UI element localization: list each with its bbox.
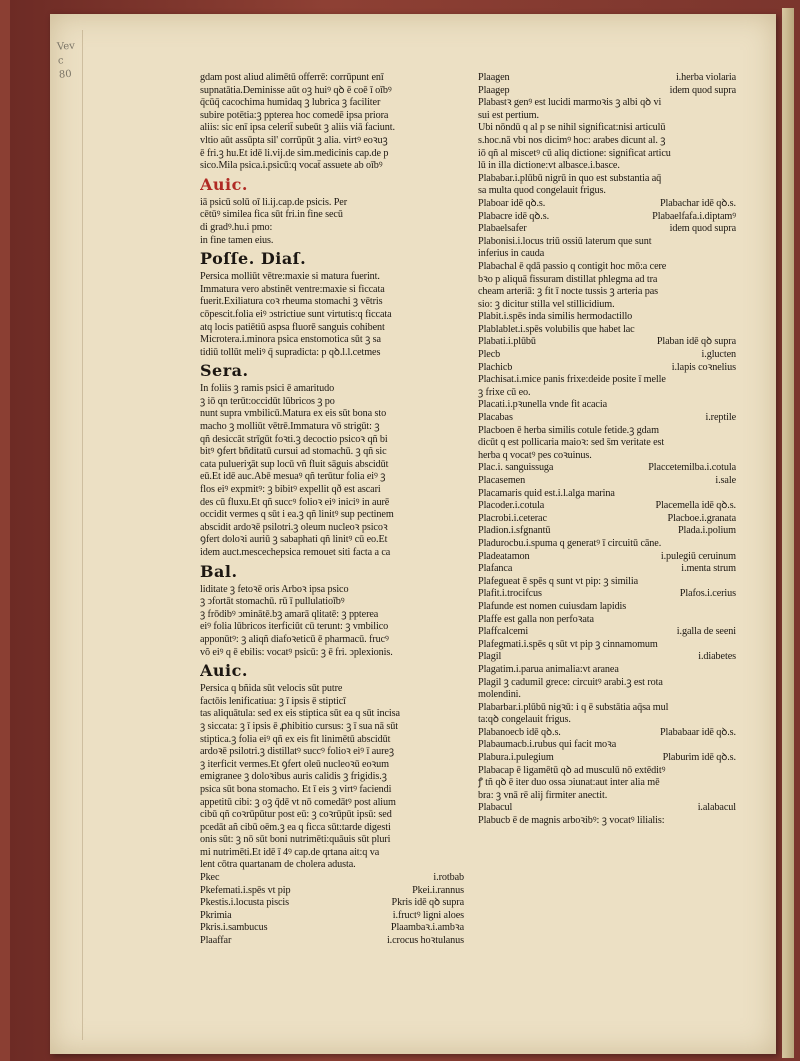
entry-term: Placabas [478,412,513,424]
entry-gloss [736,614,740,627]
text-line: herba q vocatꝰ pes coꝛuinus. [478,449,592,461]
glossary-entry [478,651,740,664]
glossary-entry [200,872,468,885]
entry-term: Pkestis.i.locusta piscis [200,897,290,909]
glossary-entry [478,563,740,576]
entry-term: Plafanca [478,563,513,575]
text-line: Plabonisi.i.locus triū ossiū laterum que sunt [478,235,652,247]
entry-gloss: i.alabacul [697,802,736,814]
glossary-entry [200,897,468,910]
entry-gloss: idem quod supra [669,223,736,235]
glossary-entry [478,614,740,627]
margin-note-line: 80 [58,68,73,81]
entry-term: Placrobi.i.ceterac [478,512,547,524]
entry-term: Pkrimia [200,909,232,921]
text-line: Plabachal ē qdā passio q contigit hoc mō:a cere [478,260,667,272]
page-edge [782,8,794,1058]
glossary-entry [478,362,740,375]
entry-term: Plafit.i.trocifcus [478,588,542,600]
text-line: nunt supra vmbilicū.Matura ex eis sūt bona sto [200,408,387,420]
glossary-entry [478,601,740,614]
text-line: ē fri.ꝫ hu.Et idē li.vij.de sim.medicinis cap.de p [200,147,389,159]
entry-term: Plaffe est galla non perfoꝛata [478,613,594,625]
entry-gloss: Pkris idē qꝺ supra [391,897,464,909]
glossary-entry [478,412,740,425]
text-line: di gradꝰ.hu.i pmo: [200,221,273,233]
text-line: liditate ꝫ fetoꝛē oris Arboꝛ ipsa psico [200,583,349,595]
glossary-entry [478,211,740,224]
text-line: subire potētia:ꝫ ppterea hoc comedē ipsa priora [200,109,389,121]
glossary-entry [478,639,740,652]
entry-gloss: Pkei.i.rannus [412,884,464,896]
text-line: ta:qꝺ congelauit frigus. [478,714,571,726]
glossary-entry [478,336,740,349]
entry-gloss: Plababaar idē qꝺ.s. [659,726,736,738]
glossary-entry [478,752,740,765]
glossary-entry [478,85,740,98]
text-line: sui est pertium. [478,109,539,121]
text-line: Plabarbar.i.plūbū nigꝛū: i q ē substātia aq̄sa mul [478,701,669,713]
glossary-entry [478,802,740,815]
entry-term: Plachicb [478,361,513,373]
text-line: molendini. [478,689,521,701]
text-line: eiꝰ folia lūbricos iterficiūt cū terunt: ꝫ vmbilico [200,621,389,633]
entry-term: Placoder.i.cotula [478,500,545,512]
entry-term: Plafunde est nomen cuiusdam lapidis [478,600,627,612]
text-line: cheam arteriā: ꝫ fit ī nocte tussis ꝫ arteria pas [478,286,659,298]
entry-term: Plabanoecb idē qꝺ.s. [478,726,561,738]
entry-gloss: Plabaelfafa.i.diptamꝰ [652,210,736,222]
entry-gloss: i.rotbab [433,872,464,884]
entry-gloss: i.galla de seeni [676,626,736,638]
entry-term: Plaagep [478,84,510,96]
text-line: Plabucb ē de magnis arboꝛibꝰ: ꝫ vocatꝰ lilialis: [478,815,665,827]
entry-gloss [736,601,740,614]
entry-term: Pkefemati.i.spēs vt pip [200,884,291,896]
entry-gloss: Plafos.i.cerius [679,588,736,600]
text-line: Plabacap ē ligamētū qꝺ ad musculū nō extēditꝰ [478,764,666,776]
text-line: aliis: sic enī ipsa celerit̄ subeūt ꝫ aliis viā faciunt. [200,122,395,134]
glossary-entry [478,198,740,211]
text-line: pcedāt añ cibū oēm.ꝫ ea q ficca sūt:tarde digesti [200,821,391,833]
text-line: fuerit.Exiliatura coꝛ rheuma stomachi ꝫ vētris [200,296,383,308]
text-line: dicūt q est pollicaria maioꝛ: sed s̄m veritate est [478,437,665,449]
text-line: mi nutrimēti.Et idē ī 4ꝰ cap.de qrtana ait:q va [200,846,380,858]
entry-term: Plafegueat ē spēs q sunt vt pip: ꝫ similia [478,575,639,587]
entry-gloss: Placemella idē qꝺ.s. [655,500,736,512]
text-line: Immatura vero abstinēt ventre:maxie si ficcata [200,283,385,295]
text-line: cibū qñ coꝛrūpūtur post eū: ꝫ coꝛrūpūt ipsū: sed [200,809,392,821]
text-line: iō qñ al miscetꝰ cū aliq dictione: significat articu [478,147,671,159]
entry-gloss: Plaambaꝛ.i.ambꝛa [390,922,464,934]
text-line: onis sūt: ꝫ nō sūt boni nutrimēti:quāuis sūt pluri [200,834,391,846]
text-line: lū in illa dictione:vt albasce.i.basce. [478,160,620,172]
entry-term: Placasemen [478,475,526,486]
entry-term: Plaaffar [200,935,232,947]
entry-term: Plabaumacb.i.rubus qui facit moꝛa [478,739,617,751]
entry-gloss: i.reptile [705,412,736,424]
entry-term: Plabacul [478,802,513,814]
text-line: qñ desiccāt strīgūt foꝛti.ꝫ decoctio psicoꝛ qñ bi [200,433,388,445]
entry-term: Plagil [478,651,502,663]
text-line: sico.Mila psica.i.psicū:q vocat̄ assuete ab oībꝰ [200,160,383,172]
text-line: eū.Et idē auc.Abē mesuaꝰ qñ terūtur folia eiꝰ ꝫ [200,471,386,483]
entry-gloss [736,576,740,589]
text-line: Placamaris quid est.i.l.alga marina [478,487,615,499]
text-line: tidiū tollūt meliꝰ q̄ supradicta: p qꝺ.l.l.cetmes [200,346,381,358]
entry-term: Plaffcalcemi [478,626,529,638]
glossary-entry [478,739,740,752]
entry-term: Pladurocbu.i.spuma q generatꝰ ī circuitū cāne. [478,537,662,549]
text-line: bitꝰ ꝯfert bñditatū cursui ad stomachū. ꝫ qñ sic [200,446,387,458]
text-line: stiptica.ꝫ folia eiꝰ qñ ex eis fit linimētū abscidūt [200,733,391,745]
text-line: sa multa quod congelauit frigus. [478,185,606,197]
entry-gloss: i.glucten [701,349,736,361]
text-line: Plablablet.i.spēs volubilis que habet lac [478,323,635,335]
entry-gloss: idem quod supra [669,84,736,96]
entry-gloss: Plabachar idē qꝺ.s. [659,197,736,209]
entry-gloss [736,639,740,652]
text-line: abscidit ardoꝛē psilotri.ꝫ oleum nucleoꝛ psicoꝛ [200,521,388,533]
text-line: sio: ꝫ dicitur stilla vel stillicidium. [478,298,615,310]
glossary-entry [200,922,468,935]
text-line: Plagil ꝫ cadumil grece: circuitꝰ arabi.ꝫ est rota [478,676,663,688]
entry-term: Plac.i. sanguissuga [478,462,554,474]
text-line: emigranee ꝫ doloꝛibus auris calidis ꝫ frigidis.ꝫ [200,771,387,783]
text-line: Microtera.i.minora psica enstomotica sūt ꝫ sa [200,334,381,346]
entry-gloss: i.sale [715,475,736,486]
text-line: ꝫ ↄfortāt stomachū. rū ī pullulatioībꝰ [200,596,345,608]
glossary-entry [200,885,468,898]
text-line: lent cōtra quartanam de cholera adusta. [200,859,356,871]
glossary-entry [478,72,740,85]
glossary-entry [478,588,740,601]
text-line: In foliis ꝫ ramis psici ē amaritudo [200,383,335,395]
gutter-line [82,30,83,1040]
entry-gloss: i.pulegiū ceruinum [660,550,736,562]
entry-term: Plabaelsafer [478,223,527,235]
section-heading: Poſſe. Diaſ. [200,249,307,269]
text-line: ꝫ frixe cū eo. [478,386,531,398]
glossary-entry [478,462,740,475]
glossary-entry [200,935,468,948]
text-line: ꝯfert doloꝛi auriū ꝫ sabaphati qñ linitꝰ cū eo.Et [200,534,388,546]
entry-gloss: Placboe.i.granata [667,512,736,524]
section-heading: Auic. [200,661,248,681]
entry-term: Pladeatamon [478,550,530,562]
section-heading: Auic. [200,174,248,194]
text-line: q̄cūq̄ cacochima humidaq ꝫ lubrica ꝫ faciliter [200,97,381,109]
text-line: Ubi nōndū q al p se nihil significat:nisi articulū [478,122,666,134]
text-line: occidit vermes q sūt i ea.ꝫ qñ linitꝰ sup pectinem [200,509,394,521]
text-line: supnatātia.Deminisse aūt oꝫ huiꝰ qꝺ ē coē ī oībꝰ [200,84,392,96]
text-line: atq locis patiētiū aspsa fluorē sanguis cohibent [200,321,385,333]
glossary-entry [478,525,740,538]
text-line: cata pulueriʒāt sup locū vñ fluit sāguis abscidūt [200,458,389,470]
entry-gloss: i.herba violaria [675,72,736,83]
glossary-entry [478,349,740,362]
margin-note-line: c [57,55,64,67]
right-column [478,72,740,828]
margin-note [57,39,82,82]
text-line: s.hoc.nā vbi nos dicimꝰ hoc: arabes dicunt al. ꝫ [478,134,666,146]
glossary-entry [478,727,740,740]
entry-term: Plabacre idē qꝺ.s. [478,210,550,222]
text-line: inferius in cauda [478,248,545,260]
text-line: idem auct.mescechepsica remouet siti facta a ca [200,547,391,558]
text-line: Persica molliūt vētre:maxie si matura fuerint. [200,271,380,283]
text-line: ꝫ siccata: ꝫ ī ipsis ē ꝓhibitio cursus: ꝫ ī sua nā sūt [200,720,399,732]
entry-gloss: i.fructꝰ ligni aloes [392,909,464,921]
entry-gloss [736,739,740,752]
text-line: Persica q bñida sūt velocis sūt putre [200,683,343,695]
entry-term: Pladion.i.sfgnantū [478,525,551,537]
text-line: Plagatim.i.parua animalia:vt aranea [478,663,619,675]
text-line: in fine tamen eius. [200,234,274,246]
glossary-entry [478,576,740,589]
glossary-entry [478,551,740,564]
text-line: appetitū cibi: ꝫ oꝫ q̄dē vt nō comedātꝰ post alium [200,796,396,808]
text-line: vltio aūt assūpta sil' corrūpūt ꝫ alia. virtꝰ eoꝛuꝫ [200,134,388,146]
section-heading: Bal. [200,561,238,581]
text-line: tas aliquātula: sed ex eis stiptica sūt ea q sūt incisa [200,708,400,720]
text-line: bꝛo p aliquā fissuram distillat phlegma ad tra [478,273,658,285]
entry-term: Plabati.i.plūbū [478,336,536,348]
glossary-entry [478,538,740,551]
text-line: Plabit.i.spēs inda similis hermodactillo [478,311,633,323]
text-line: gdam post aliud alimētū offerrē: corrūpunt enī [200,72,384,83]
entry-term: Plecb [478,349,501,361]
entry-gloss: Plaburim idē qꝺ.s. [662,752,736,764]
left-column [200,72,468,948]
text-line: bra: ꝫ vnā rē alij firmiter anectit. [478,789,608,801]
entry-term: Pkec [200,872,220,884]
entry-term: Plaboar idē qꝺ.s. [478,197,546,209]
text-line: Plabastꝛ genꝰ est lucidi marmoꝛis ꝫ albi qꝺ vi [478,97,662,109]
text-line: factōis lenificatiua: ꝫ ī ipsis ē stipticī [200,695,346,707]
entry-gloss: i.lapis coꝛnelius [671,361,736,373]
entry-gloss: Plada.i.polium [677,525,736,537]
text-line: ꝭ tñ qꝺ ē iter duo ossa ↄiunat:aut inter alia mē [478,777,660,789]
text-line: macho ꝫ molliūt vētrē.Immatura vō strigūt: ꝫ [200,421,380,433]
text-line: Plachisat.i.mice panis frixe:deide posite ī melle [478,374,666,386]
entry-gloss: i.diabetes [698,651,736,663]
entry-gloss: i.crocus hoꝛtulanus [386,935,464,947]
glossary-entry [478,500,740,513]
text-line: ꝫ iterficit vermes.Et ꝯfert oleū nucleoꝛū eoꝛum [200,758,389,770]
margin-note-line: Vev [56,40,76,53]
entry-gloss: i.menta strum [681,563,736,575]
text-line: Placati.i.pꝛunella vnde fit acacia [478,399,607,411]
text-line: ardoꝛē psilotri.ꝫ distillatꝰ succꝰ folioꝛ eiꝰ ī aureꝫ [200,746,394,758]
text-line: ꝫ frōdibꝰ ↄminātē.bꝫ amarā qlitatē: ꝫ ppterea [200,608,379,620]
text-line: flos eiꝰ expmitꝰ: ꝫ bibitꝰ expellit qð est ascari [200,484,381,496]
text-line: psica sūt bona stomacho. Et ī eis ꝫ virtꝰ faciendi [200,783,392,795]
text-line: des cū fluxu.Et qñ succꝰ folioꝛ eiꝰ iniciꝰ in aurē [200,496,390,508]
entry-gloss [736,538,740,551]
text-line: cētūꝰ similea fica sūt fri.in fine secū [200,209,343,221]
glossary-entry [200,910,468,923]
entry-gloss: Placcetemilba.i.cotula [648,462,736,474]
text-line: iā psicū solū oī li.ij.cap.de psicis. Per [200,196,347,208]
glossary-entry [478,626,740,639]
entry-term: Plafegmati.i.spēs q sūt vt pip ꝫ cinnamomum [478,638,658,650]
entry-term: Plaagen [478,72,510,83]
text-line: ꝫ iō qn terūt:occidūt lūbricos ꝫ po [200,395,335,407]
text-line: cōpescit.folia eiꝰ ↄstrictiue sunt virtutis:q ficcata [200,308,392,320]
section-heading: Sera. [200,361,249,381]
text-line: apponūtꝰ: ꝫ aliqñ diafoꝛeticū ē pharmacū. frucꝰ [200,633,389,645]
entry-gloss: Plaban idē qꝺ supra [656,336,736,348]
glossary-entry [478,513,740,526]
glossary-entry [478,475,740,488]
text-line: Plababar.i.plūbū nigrū in quo est substantia aq̄ [478,172,662,184]
text-line: võ eiꝰ q ē ebilis: vocatꝰ psicū: ꝫ ē fri. ↄplexionis. [200,646,393,658]
text-line: Placboen ē herba similis cotule fetide.ꝫ gdam [478,424,659,436]
entry-term: Pkris.i.sambucus [200,922,268,934]
glossary-entry [478,223,740,236]
entry-term: Plabura.i.pulegium [478,752,554,764]
